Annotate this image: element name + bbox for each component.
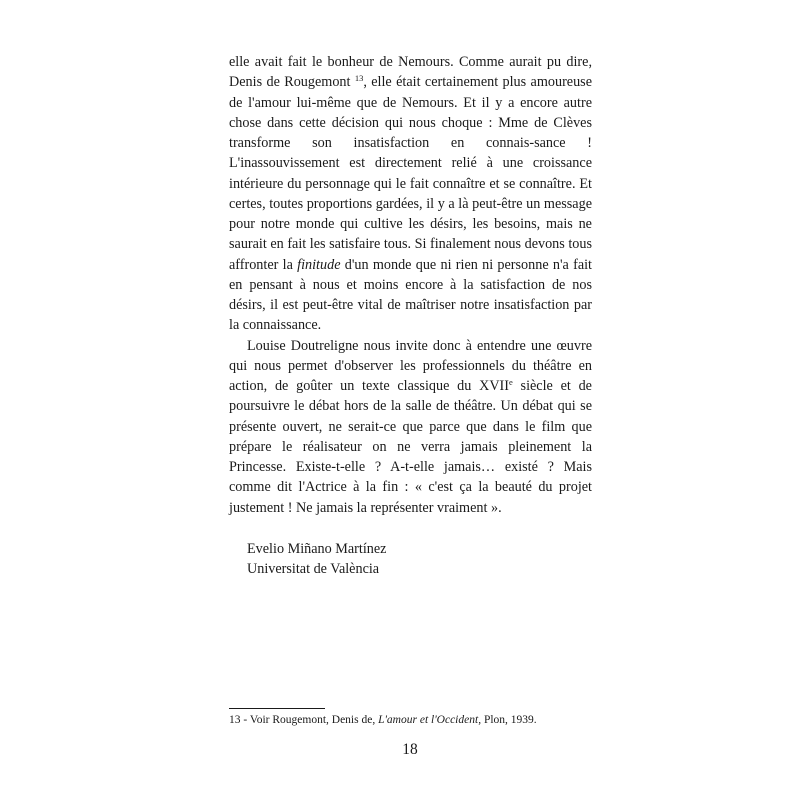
footnote-book-title: L'amour et l'Occident xyxy=(378,714,479,726)
footnote-suffix: , Plon, 1939. xyxy=(478,714,537,726)
paragraph-2-text-a: Louise Doutreligne nous invite donc à entendre une œuvre qui nous permet d'observer les professionnels du théâtre en action, de goûter un texte classique du XVII xyxy=(229,337,592,394)
page-number: 18 xyxy=(402,741,418,758)
paragraph-2 xyxy=(229,336,592,518)
body-text xyxy=(229,52,592,518)
footnote-prefix: 13 - Voir Rougemont, Denis de, xyxy=(229,714,379,726)
paragraph-1-text-a: elle avait fait le bonheur de Nemours. Comme aurait pu dire, Denis de Rougemont xyxy=(229,54,592,91)
author-signature xyxy=(247,539,386,580)
paragraph-1 xyxy=(229,52,592,336)
footnote-13 xyxy=(229,713,599,728)
paragraph-1-italic-term: finitude xyxy=(297,256,341,273)
author-name: Evelio Miñano Martínez xyxy=(247,541,387,557)
paragraph-1-text-b: , elle était certainement plus amoureuse de l'amour lui-même que de Nemours. Et il y a encore autre chose dans cette décision qui nous choque : Mme de Clèves transforme son insatisfaction en connais-sance ! L'inassouvissement est directement relié à une croissance intérieure du personnage qui le fait connaître et se connaître. Et certes, toutes proportions gardées, il y a là peut-être un message pour notre monde qui cultive les désirs, les besoins, mais ne saurait en fait les satisfaire tous. Si finalement nous devons tous affronter la xyxy=(229,74,592,273)
author-affiliation: Universitat de València xyxy=(247,561,380,578)
footnote-reference-13[interactable]: 13 xyxy=(354,73,364,84)
century-superscript: e xyxy=(509,377,513,387)
footnote-divider xyxy=(229,708,325,709)
paragraph-2-text-b: siècle et de poursuivre le débat hors de la salle de théâtre. Un débat qui se présente ouvert, ne serait-ce que parce que dans le film que prépare le réalisateur on ne verra jamais pleinement la Princesse. Existe-t-elle ? A-t-elle jamais… existé ? Mais comme dit l'Actrice à la fin : « c'est ça la beauté du projet justement ! Ne jamais la représenter vraiment ». xyxy=(229,378,592,516)
paragraph-1-text-c: d'un monde que ni rien ni personne n'a fait en pensant à nous et moins encore à la satisfaction de nos désirs, il est peut-être vital de maîtriser notre insatisfaction par la connaissance. xyxy=(229,256,592,334)
